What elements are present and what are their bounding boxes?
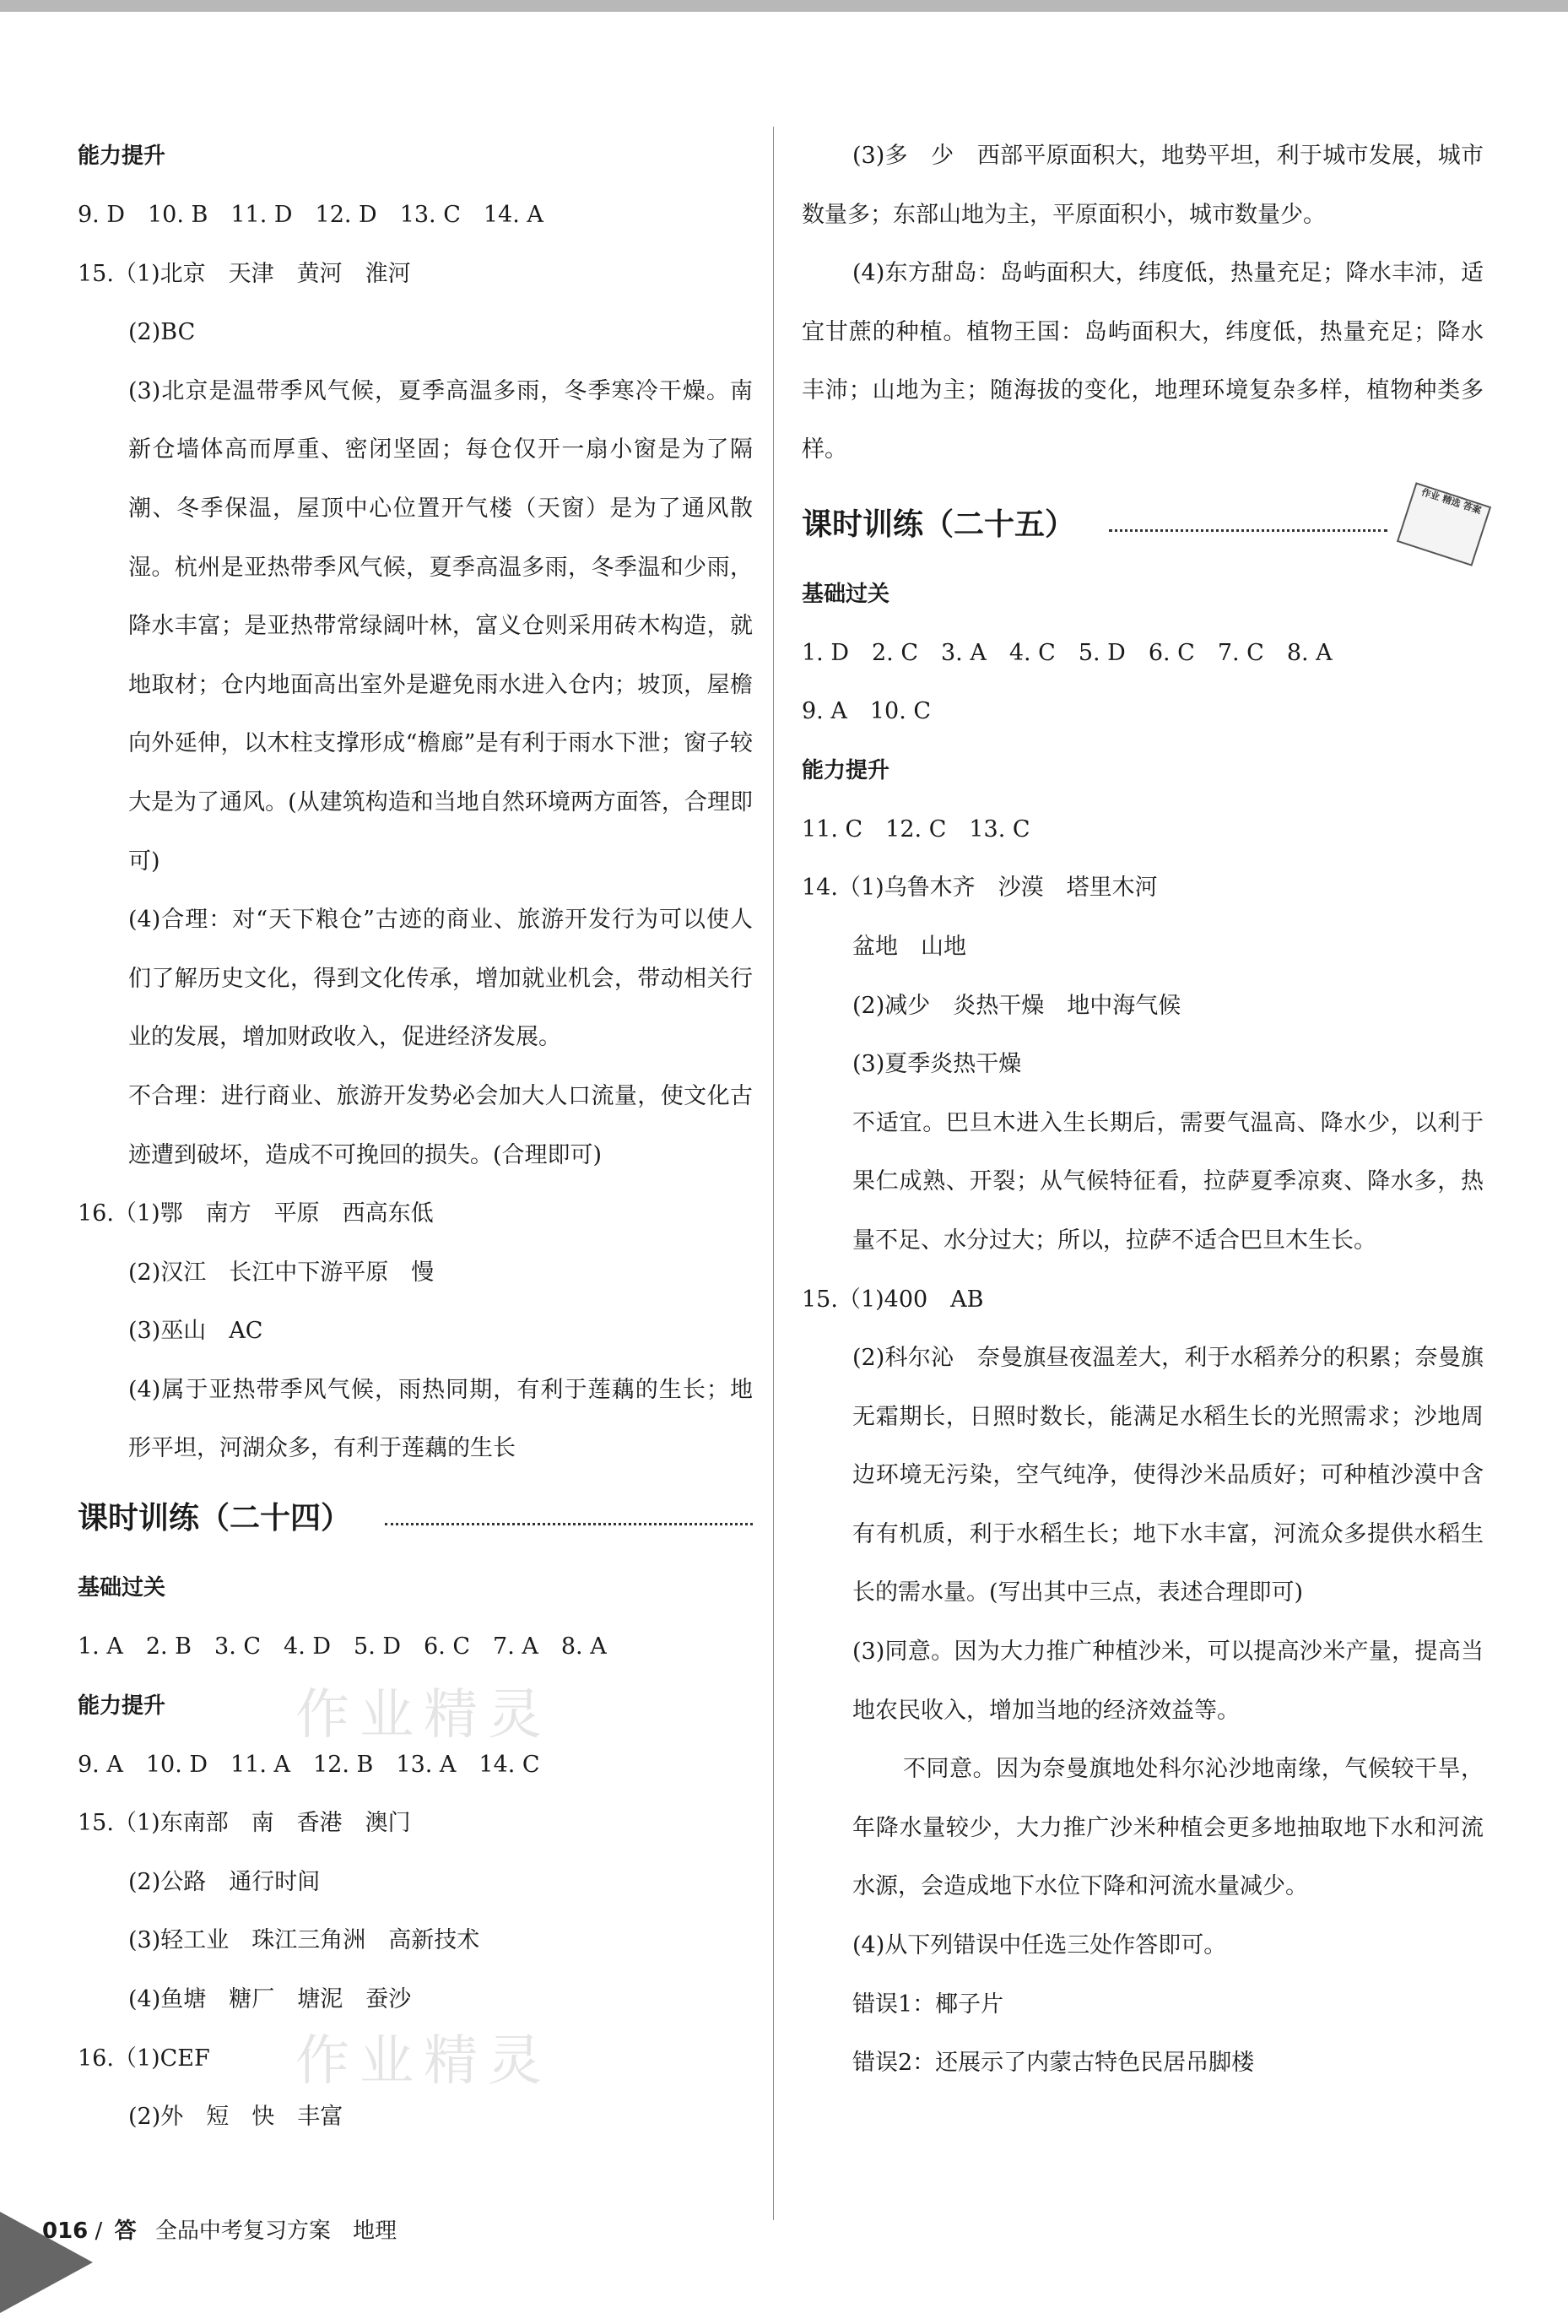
answer-line: 错误1：椰子片 — [852, 1991, 1004, 2018]
answer-paragraph: (4)属于亚热带季风气候，雨热同期，有利于莲藕的生长；地形平坦，河湖众多，有利于莲藕的生长 — [128, 1376, 753, 1462]
lesson-title-text: 课时训练（二十五） — [802, 507, 1076, 542]
answer-paragraph: 不合理：进行商业、旅游开发势必会加大人口流量，使文化古迹遭到破坏，造成不可挽回的损失。(合理即可) — [128, 1082, 753, 1168]
answer-line: 9. D 10. B 11. D 12. D 13. C 14. A — [78, 202, 543, 228]
answer-paragraph: (4)合理：对“天下粮仓”古迹的商业、旅游开发行为可以使人们了解历史文化，得到文化传承，增加就业机会，带动相关行业的发展，增加财政收入，促进经济发展。 — [128, 907, 753, 1051]
answer-paragraph: (3)多 少 西部平原面积大，地势平坦，利于城市发展，城市数量多；东部山地为主，平原面积小，城市数量少。 — [802, 143, 1484, 228]
section-heading: 基础过关 — [78, 1575, 166, 1601]
answer-line: (2)公路 通行时间 — [128, 1868, 321, 1895]
answer-line: (2)外 短 快 丰富 — [128, 2104, 343, 2131]
section-heading: 能力提升 — [78, 1693, 166, 1719]
answer-line: 9. A 10. C — [802, 698, 932, 725]
answer-line: 9. A 10. D 11. A 12. B 13. A 14. C — [78, 1751, 540, 1778]
answer-line: 16.（1)CEF — [78, 2045, 210, 2072]
watermark: 作业精灵 — [295, 2030, 552, 2093]
answer-line: (3)夏季炎热干燥 — [852, 1051, 1022, 1078]
page-number: 016 — [42, 2218, 89, 2244]
answer-paragraph: 不同意。因为奈曼旗地处科尔沁沙地南缘，气候较干旱，年降水量较少，大力推广沙米种植会更多地抽取地下水和河流水源，会造成地下水位下降和河流水量减少。 — [852, 1756, 1484, 1900]
answer-line: 14.（1)乌鲁木齐 沙漠 塔里木河 — [802, 875, 1158, 902]
watermark: 作业精灵 — [295, 1684, 552, 1747]
subject-label: 地理 — [353, 2218, 397, 2244]
title-dotted-rule — [1109, 529, 1387, 532]
answer-line: 11. C 12. C 13. C — [802, 815, 1030, 842]
section-heading: 能力提升 — [78, 144, 166, 169]
answer-line: 15.（1)北京 天津 黄河 淮河 — [78, 260, 411, 287]
answer-line: (4)鱼塘 糖厂 塘泥 蚕沙 — [128, 1986, 412, 2013]
answer-line: 1. A 2. B 3. C 4. D 5. D 6. C 7. A 8. A — [78, 1633, 607, 1660]
left-column — [78, 127, 753, 2147]
answer-line: (2)BC — [128, 319, 196, 346]
answer-line: (2)减少 炎热干燥 地中海气候 — [852, 992, 1181, 1019]
answer-line: (3)巫山 AC — [128, 1318, 263, 1345]
book-title: 全品中考复习方案 — [154, 2218, 331, 2244]
lesson-title-text: 课时训练（二十四） — [78, 1501, 352, 1536]
answer-line: 15.（1)400 AB — [802, 1286, 984, 1313]
answer-line: 16.（1)鄂 南方 平原 西高东低 — [78, 1200, 434, 1227]
answer-line: 15.（1)东南部 南 香港 澳门 — [78, 1810, 411, 1837]
answer-paragraph: 不适宜。巴旦木进入生长期后，需要气温高、降水少，以利于果仁成熟、开裂；从气候特征看，拉萨夏季凉爽、降水多，热量不足、水分过大；所以，拉萨不适合巴旦木生长。 — [852, 1109, 1484, 1254]
lesson-title — [78, 1478, 753, 1558]
answer-paragraph: (3)同意。因为大力推广种植沙米，可以提高沙米产量，提高当地农民收入，增加当地的经济效益等。 — [852, 1639, 1484, 1724]
answer-paragraph: (4)东方甜岛：岛屿面积大，纬度低，热量充足；降水丰沛，适宜甘蔗的种植。植物王国：岛屿面积大，纬度低，热量充足；降水丰沛；山地为主；随海拔的变化，地理环境复杂多样，植物种类多样。 — [802, 260, 1484, 463]
answer-line: (2)汉江 长江中下游平原 慢 — [128, 1259, 435, 1286]
title-dotted-rule — [385, 1523, 753, 1525]
answer-paragraph: (2)科尔沁 奈曼旗昼夜温差大，利于水稻养分的积累；奈曼旗无霜期长，日照时数长，能满足水稻生长的光照需求；沙地周边环境无污染，空气纯净，使得沙米品质好；可种植沙漠中含有有机质，利于水稻生长；地下水丰富，河流众多提供水稻生长的需水量。(写出其中三点，表述合理即可) — [852, 1345, 1484, 1606]
publisher-logo: 答 — [114, 2218, 137, 2244]
answer-line: (3)轻工业 珠江三角洲 高新技术 — [128, 1927, 480, 1954]
answer-line: (4)从下列错误中任选三处作答即可。 — [852, 1932, 1227, 1959]
section-heading: 能力提升 — [802, 757, 890, 783]
page-footer — [0, 2203, 506, 2324]
lesson-title — [802, 485, 1484, 565]
scan-top-edge — [0, 0, 1568, 12]
homework-stamp-logo: 作业 精选 答案 — [1397, 482, 1491, 566]
section-heading: 基础过关 — [802, 581, 890, 607]
right-column — [802, 127, 1484, 2093]
answer-line: 错误2：还展示了内蒙古特色民居吊脚楼 — [852, 2050, 1255, 2077]
answer-line: 盆地 山地 — [852, 933, 966, 960]
footer-slash: / — [95, 2218, 103, 2244]
column-divider — [773, 127, 774, 2220]
answer-paragraph: (3)北京是温带季风气候，夏季高温多雨，冬季寒冷干燥。南新仓墙体高而厚重、密闭坚固；每仓仅开一扇小窗是为了隔潮、冬季保温，屋顶中心位置开气楼（天窗）是为了通风散湿。杭州是亚热带季风气候，夏季高温多雨，冬季温和少雨，降水丰富；是亚热带常绿阔叶林，富义仓则采用砖木构造，就地取材；仓内地面高出室外是避免雨水进入仓内；坡顶，屋檐向外延伸，以木柱支撑形成“檐廊”是有利于雨水下泄；窗子较大是为了通风。(从建筑构造和当地自然环境两方面答，合理即可) — [128, 377, 753, 875]
footer-text — [42, 2213, 397, 2245]
answer-line: 1. D 2. C 3. A 4. C 5. D 6. C 7. C 8. A — [802, 639, 1333, 666]
